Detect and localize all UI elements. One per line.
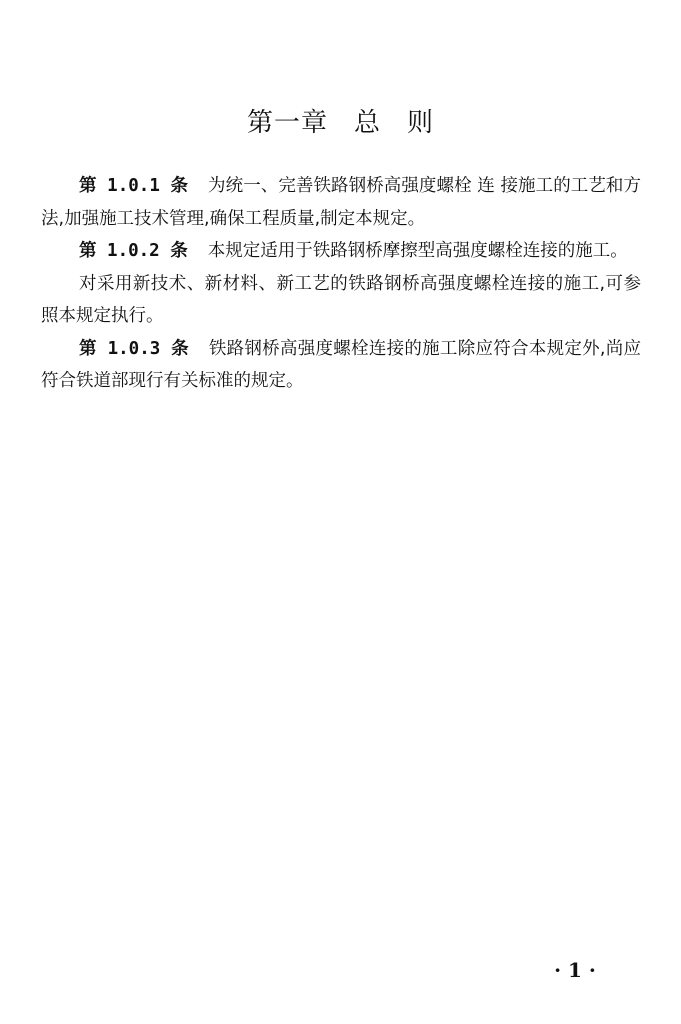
chapter-title-word-2: 则 (407, 108, 435, 138)
clause-paragraph-1 (41, 170, 641, 235)
body-text (41, 170, 641, 398)
clause-paragraph-3 (41, 333, 641, 398)
chapter-heading (0, 103, 681, 143)
clause-text: 本规定适用于铁路钢桥摩擦型高强度螺栓连接的施工。 (207, 241, 628, 261)
clause-number: 第 1.0.2 条 (79, 241, 188, 261)
chapter-title-word-1: 总 (353, 108, 381, 138)
clause-text: 为统一、完善铁路钢桥高强度螺栓 连 接施工的工艺和方法,加强施工技术管理,确保工程质量,制定本规定。 (41, 176, 641, 229)
chapter-label: 第一章 (246, 108, 328, 138)
clause-text: 对采用新技术、新材料、新工艺的铁路钢桥高强度螺栓连接的施工,可参照本规定执行。 (41, 273, 641, 326)
clause-text: 铁路钢桥高强度螺栓连接的施工除应符合本规定外,尚应符合铁道部现行有关标准的规定。 (41, 338, 641, 391)
clause-paragraph-2-continued (41, 268, 641, 333)
clause-number: 第 1.0.1 条 (79, 176, 189, 196)
page-number: · 1 · (554, 958, 596, 982)
clause-paragraph-2 (41, 235, 641, 268)
clause-number: 第 1.0.3 条 (79, 338, 189, 359)
